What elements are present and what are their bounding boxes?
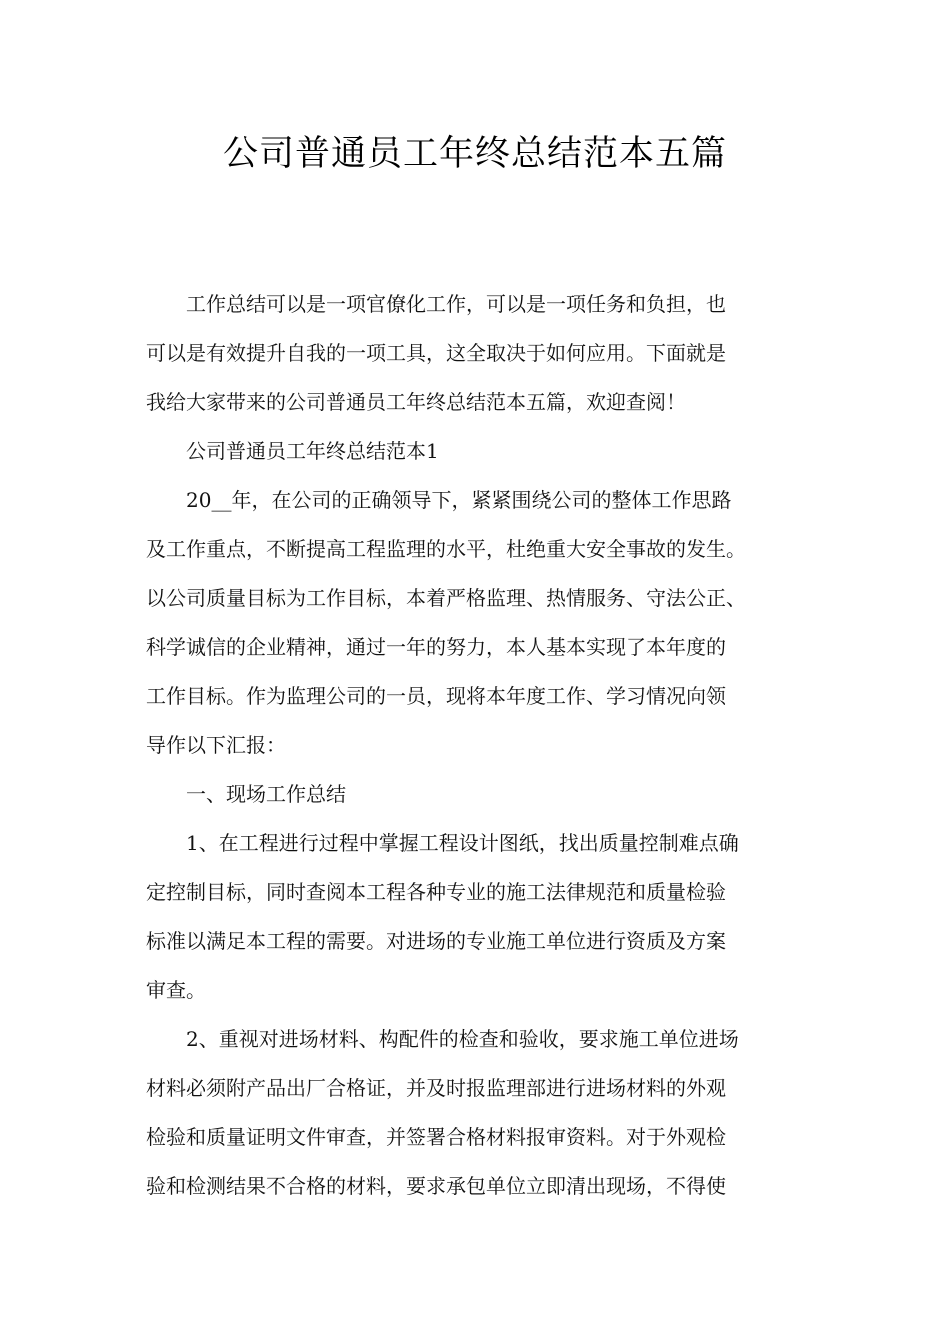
text-line: 验和检测结果不合格的材料，要求承包单位立即清出现场，不得使 [146, 1174, 726, 1198]
text-line: 我给大家带来的公司普通员工年终总结范本五篇，欢迎查阅！ [146, 390, 686, 414]
text-line: 检验和质量证明文件审查，并签署合格材料报审资料。对于外观检 [146, 1125, 726, 1149]
text-line: 工作总结可以是一项官僚化工作，可以是一项任务和负担，也 [186, 292, 726, 316]
document-body [146, 280, 806, 1211]
subheading [146, 770, 806, 819]
body-paragraph [146, 819, 806, 1015]
text-line: 1、在工程进行过程中掌握工程设计图纸，找出质量控制难点确 [186, 831, 739, 855]
text-line: 科学诚信的企业精神，通过一年的努力，本人基本实现了本年度的 [146, 635, 726, 659]
body-paragraph [146, 1015, 806, 1211]
text-line: 20__年，在公司的正确领导下，紧紧围绕公司的整体工作思路 [186, 488, 732, 512]
text-line: 审查。 [146, 978, 206, 1002]
body-paragraph [146, 476, 806, 770]
text-line: 2、重视对进场材料、构配件的检查和验收，要求施工单位进场 [186, 1027, 739, 1051]
text-line: 及工作重点，不断提高工程监理的水平，杜绝重大安全事故的发生。 [146, 537, 746, 561]
text-line: 材料必须附产品出厂合格证，并及时报监理部进行进场材料的外观 [146, 1076, 726, 1100]
text-line: 标准以满足本工程的需要。对进场的专业施工单位进行资质及方案 [146, 929, 726, 953]
intro-paragraph [146, 280, 806, 427]
text-line: 工作目标。作为监理公司的一员，现将本年度工作、学习情况向领 [146, 684, 726, 708]
text-line: 公司普通员工年终总结范本1 [186, 439, 439, 463]
text-line: 定控制目标，同时查阅本工程各种专业的施工法律规范和质量检验 [146, 880, 726, 904]
text-line: 一、现场工作总结 [186, 782, 346, 806]
section-heading [146, 427, 806, 476]
text-line: 导作以下汇报： [146, 733, 286, 757]
text-line: 可以是有效提升自我的一项工具，这全取决于如何应用。下面就是 [146, 341, 726, 365]
text-line: 以公司质量目标为工作目标，本着严格监理、热情服务、守法公正、 [146, 586, 746, 610]
document-title: 公司普通员工年终总结范本五篇 [222, 134, 727, 174]
